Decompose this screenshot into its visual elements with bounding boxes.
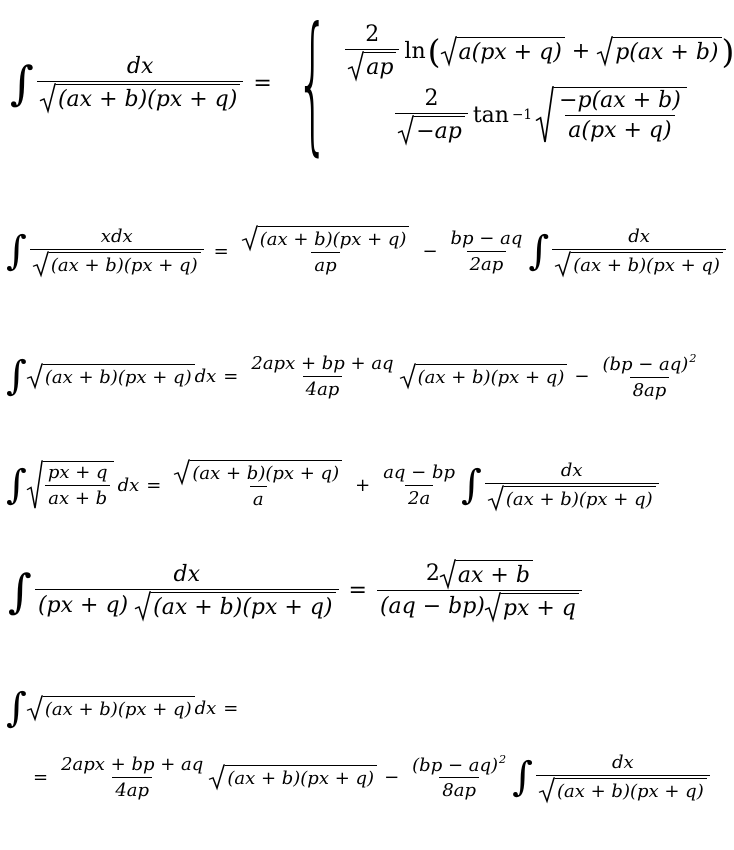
formula-6: ∫ (ax + b)(px + q) dx = bbox=[6, 685, 239, 731]
radical: (ax + b)(px + q) bbox=[40, 84, 240, 112]
case-1: $\frac{2}{ap}$ ln ( a(px + q) + p(ax + b) ) bbox=[342, 22, 734, 80]
formula-7: = $\frac{\text{2apx + bp + aq}}{4ap}$ (ax + b)(px + q) − $\frac{(bp - aq)^2}{8ap}$ ∫ $\frac{dx}{(ax + b)(px + q)}$ bbox=[26, 752, 713, 802]
formula-3: ∫ (ax + b)(px + q) dx = $\frac{\text{2apx + bp + aq}}{4ap}$ (ax + b)(px + q) − $\frac{(bp - aq)^2}{8ap}$ bbox=[6, 352, 697, 401]
integral-sign: ∫ bbox=[6, 353, 27, 400]
lhs-fraction: $\frac{dx}{(ax + b)(px + q)}$ bbox=[37, 54, 243, 112]
formula-4: ∫ $\frac{px + q}{ax + b}$ dx = $\frac{(ax + b)(px + q)}{a}$ + $\frac{aq - bp}{2a}$ ∫ $\frac{dx}{(ax + b)(px + q)}$ bbox=[6, 460, 662, 510]
integral-sign: ∫ bbox=[10, 56, 34, 110]
integral-sign: ∫ bbox=[6, 685, 27, 731]
cases-brace: { bbox=[295, 0, 330, 170]
formula-2: ∫ $\frac{\text{xdx}}{(ax + b)(px + q)}$ = $\frac{(ax + b)(px + q)}{ap}$ − $\frac{bp - aq}{2ap}$ ∫ $\frac{dx}{(ax + b)(px + q)}$ bbox=[6, 226, 729, 276]
integral-sign: ∫ bbox=[6, 462, 27, 508]
case-2: $\frac{2}{-ap}$ tan −1 $\frac{-p(ax + b)}{a(px + q)}$ bbox=[342, 86, 734, 144]
integral-sign: ∫ bbox=[512, 754, 533, 800]
cases bbox=[342, 22, 734, 144]
integral-sign: ∫ bbox=[461, 462, 482, 508]
integral-sign: ∫ bbox=[528, 228, 550, 274]
integral-sign: ∫ bbox=[6, 228, 27, 274]
formula-5: ∫ dx (px + q) (ax + b)(px + q) = 2 ax + b (aq − bp) px + q bbox=[8, 560, 585, 621]
formula-1: ∫ $\frac{dx}{(ax + b)(px + q)}$ = { $\frac{2}{ap}$ ln ( a(px + q) + p(ax + b) ) $\frac{2}{-ap}$ tan −1 $\frac{-p(ax + b)}{a(px + q)}$ bbox=[10, 0, 734, 170]
integral-sign: ∫ bbox=[8, 563, 32, 618]
